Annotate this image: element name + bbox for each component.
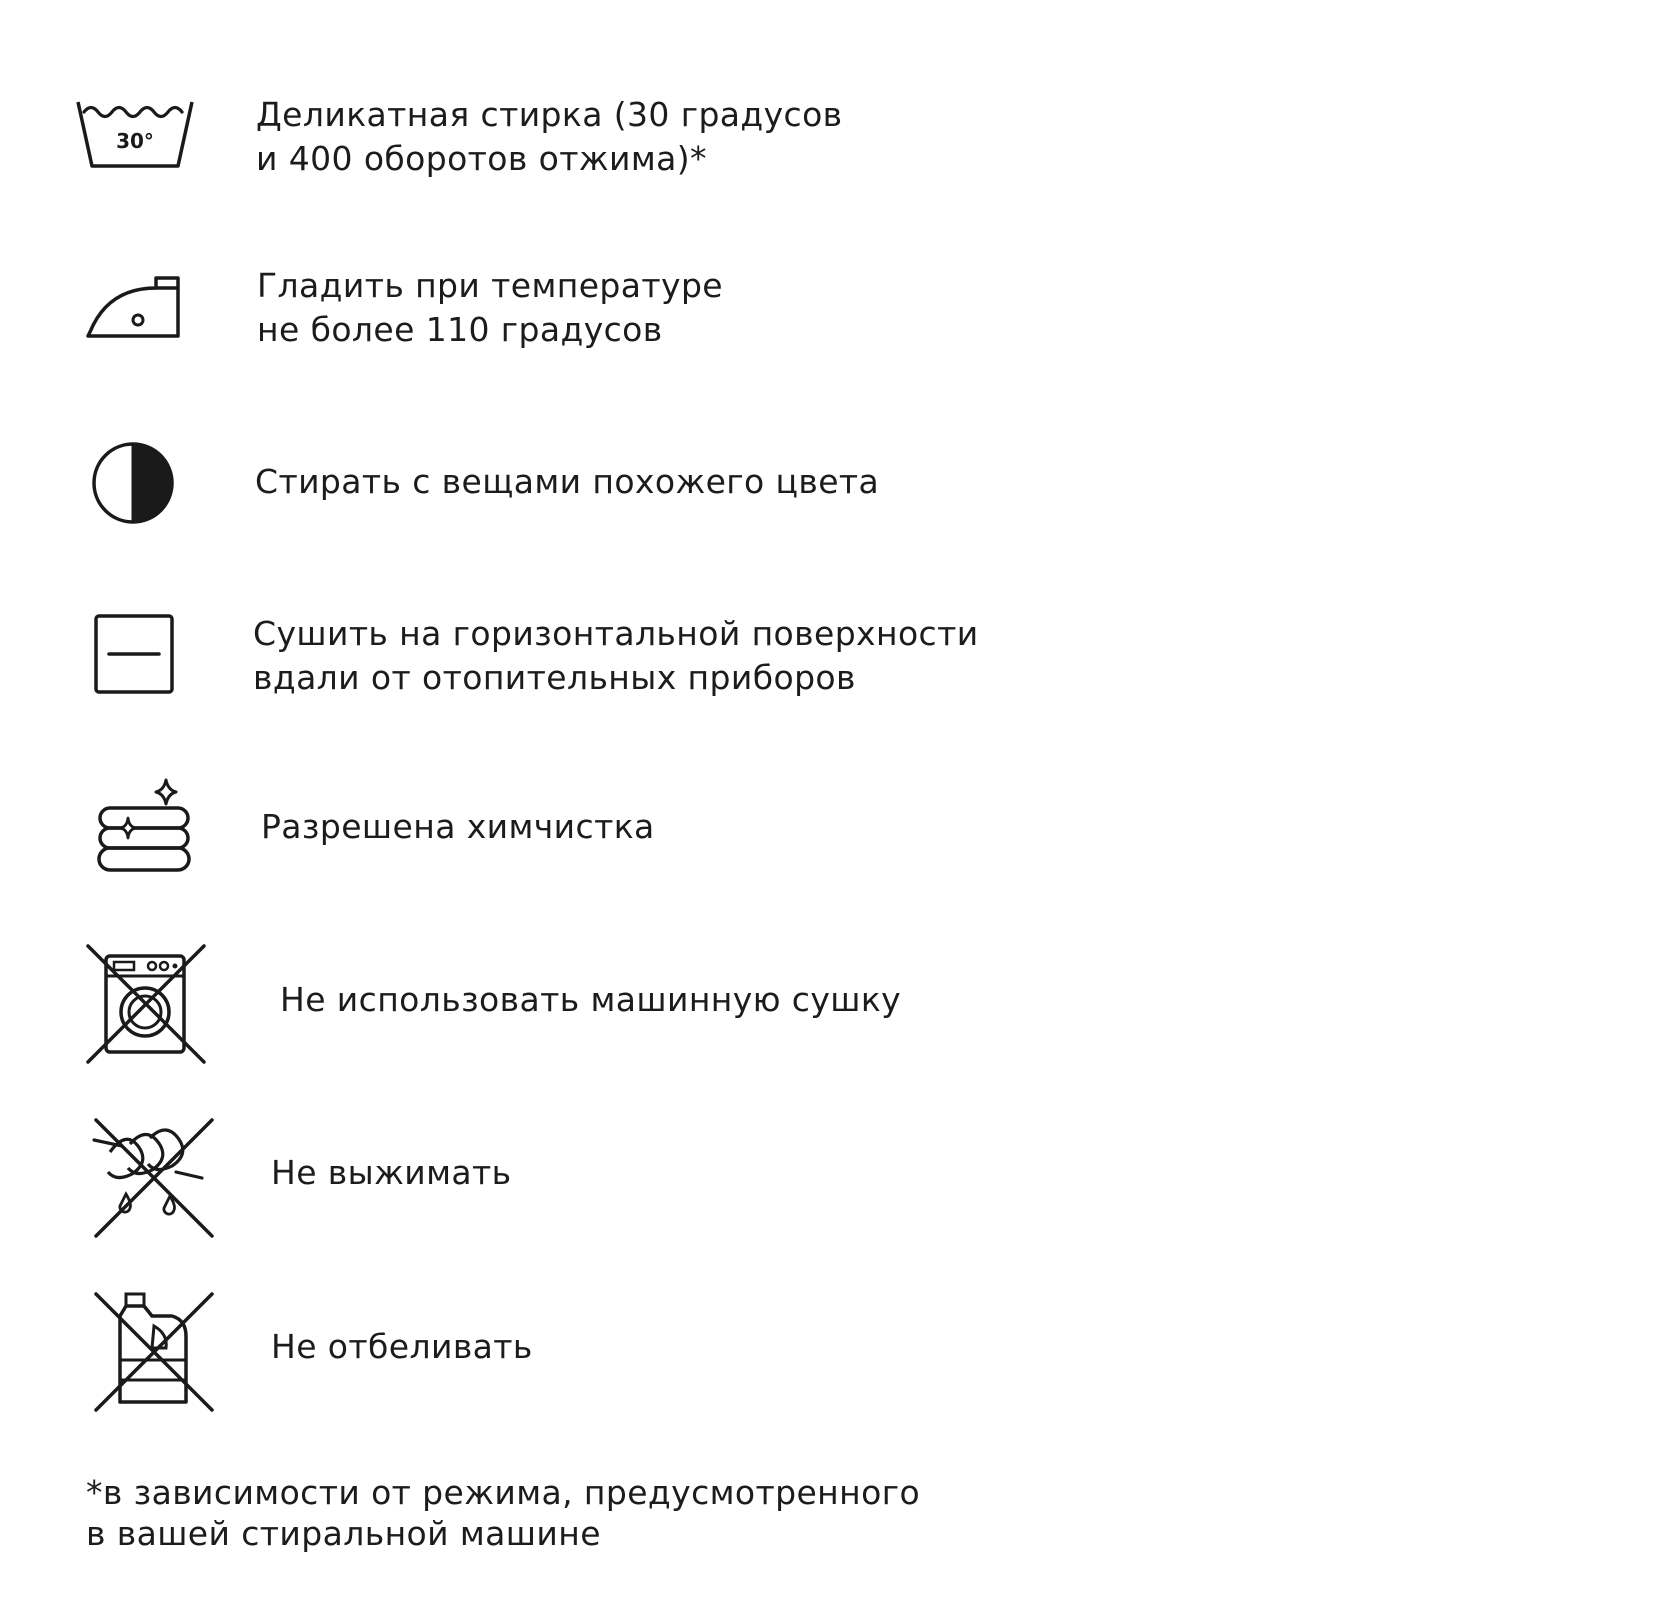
care-text-line: Не выжимать: [271, 1153, 512, 1192]
no-wring-icon: [92, 1116, 216, 1240]
wash-30-degrees-icon: [74, 96, 196, 172]
care-text-line: и 400 оборотов отжима)*: [256, 139, 707, 178]
care-text: [257, 264, 723, 352]
care-text-line: вдали от отопительных приборов: [253, 658, 856, 697]
care-text: [271, 1325, 533, 1369]
care-text-line: Стирать с вещами похожего цвета: [255, 462, 880, 501]
care-text-line: Не отбеливать: [271, 1327, 533, 1366]
no-bleach-icon: [92, 1290, 216, 1414]
care-text-line: не более 110 градусов: [257, 310, 663, 349]
care-text-line: Разрешена химчистка: [261, 807, 655, 846]
footnote: [86, 1472, 920, 1554]
footnote-line: в вашей стиральной машине: [86, 1514, 601, 1553]
iron-low-temperature-icon: [84, 274, 184, 342]
care-text-line: Гладить при температуре: [257, 266, 723, 305]
dry-cleaning-icon: [96, 778, 196, 878]
care-text: [256, 93, 843, 181]
half-circle-color-icon: [90, 440, 176, 526]
care-text: [253, 612, 979, 700]
care-text: [271, 1151, 511, 1195]
care-text-line: Не использовать машинную сушку: [280, 980, 902, 1019]
wash-temperature-label: 30°: [116, 129, 154, 153]
dry-flat-icon: [93, 613, 175, 695]
care-text: [280, 978, 901, 1022]
care-text-line: Сушить на горизонтальной поверхности: [253, 614, 979, 653]
no-tumble-dry-icon: [84, 942, 208, 1066]
care-text: [261, 805, 655, 849]
care-text: [255, 460, 879, 504]
care-text-line: Деликатная стирка (30 градусов: [256, 95, 843, 134]
footnote-line: *в зависимости от режима, предусмотренного: [86, 1473, 921, 1512]
